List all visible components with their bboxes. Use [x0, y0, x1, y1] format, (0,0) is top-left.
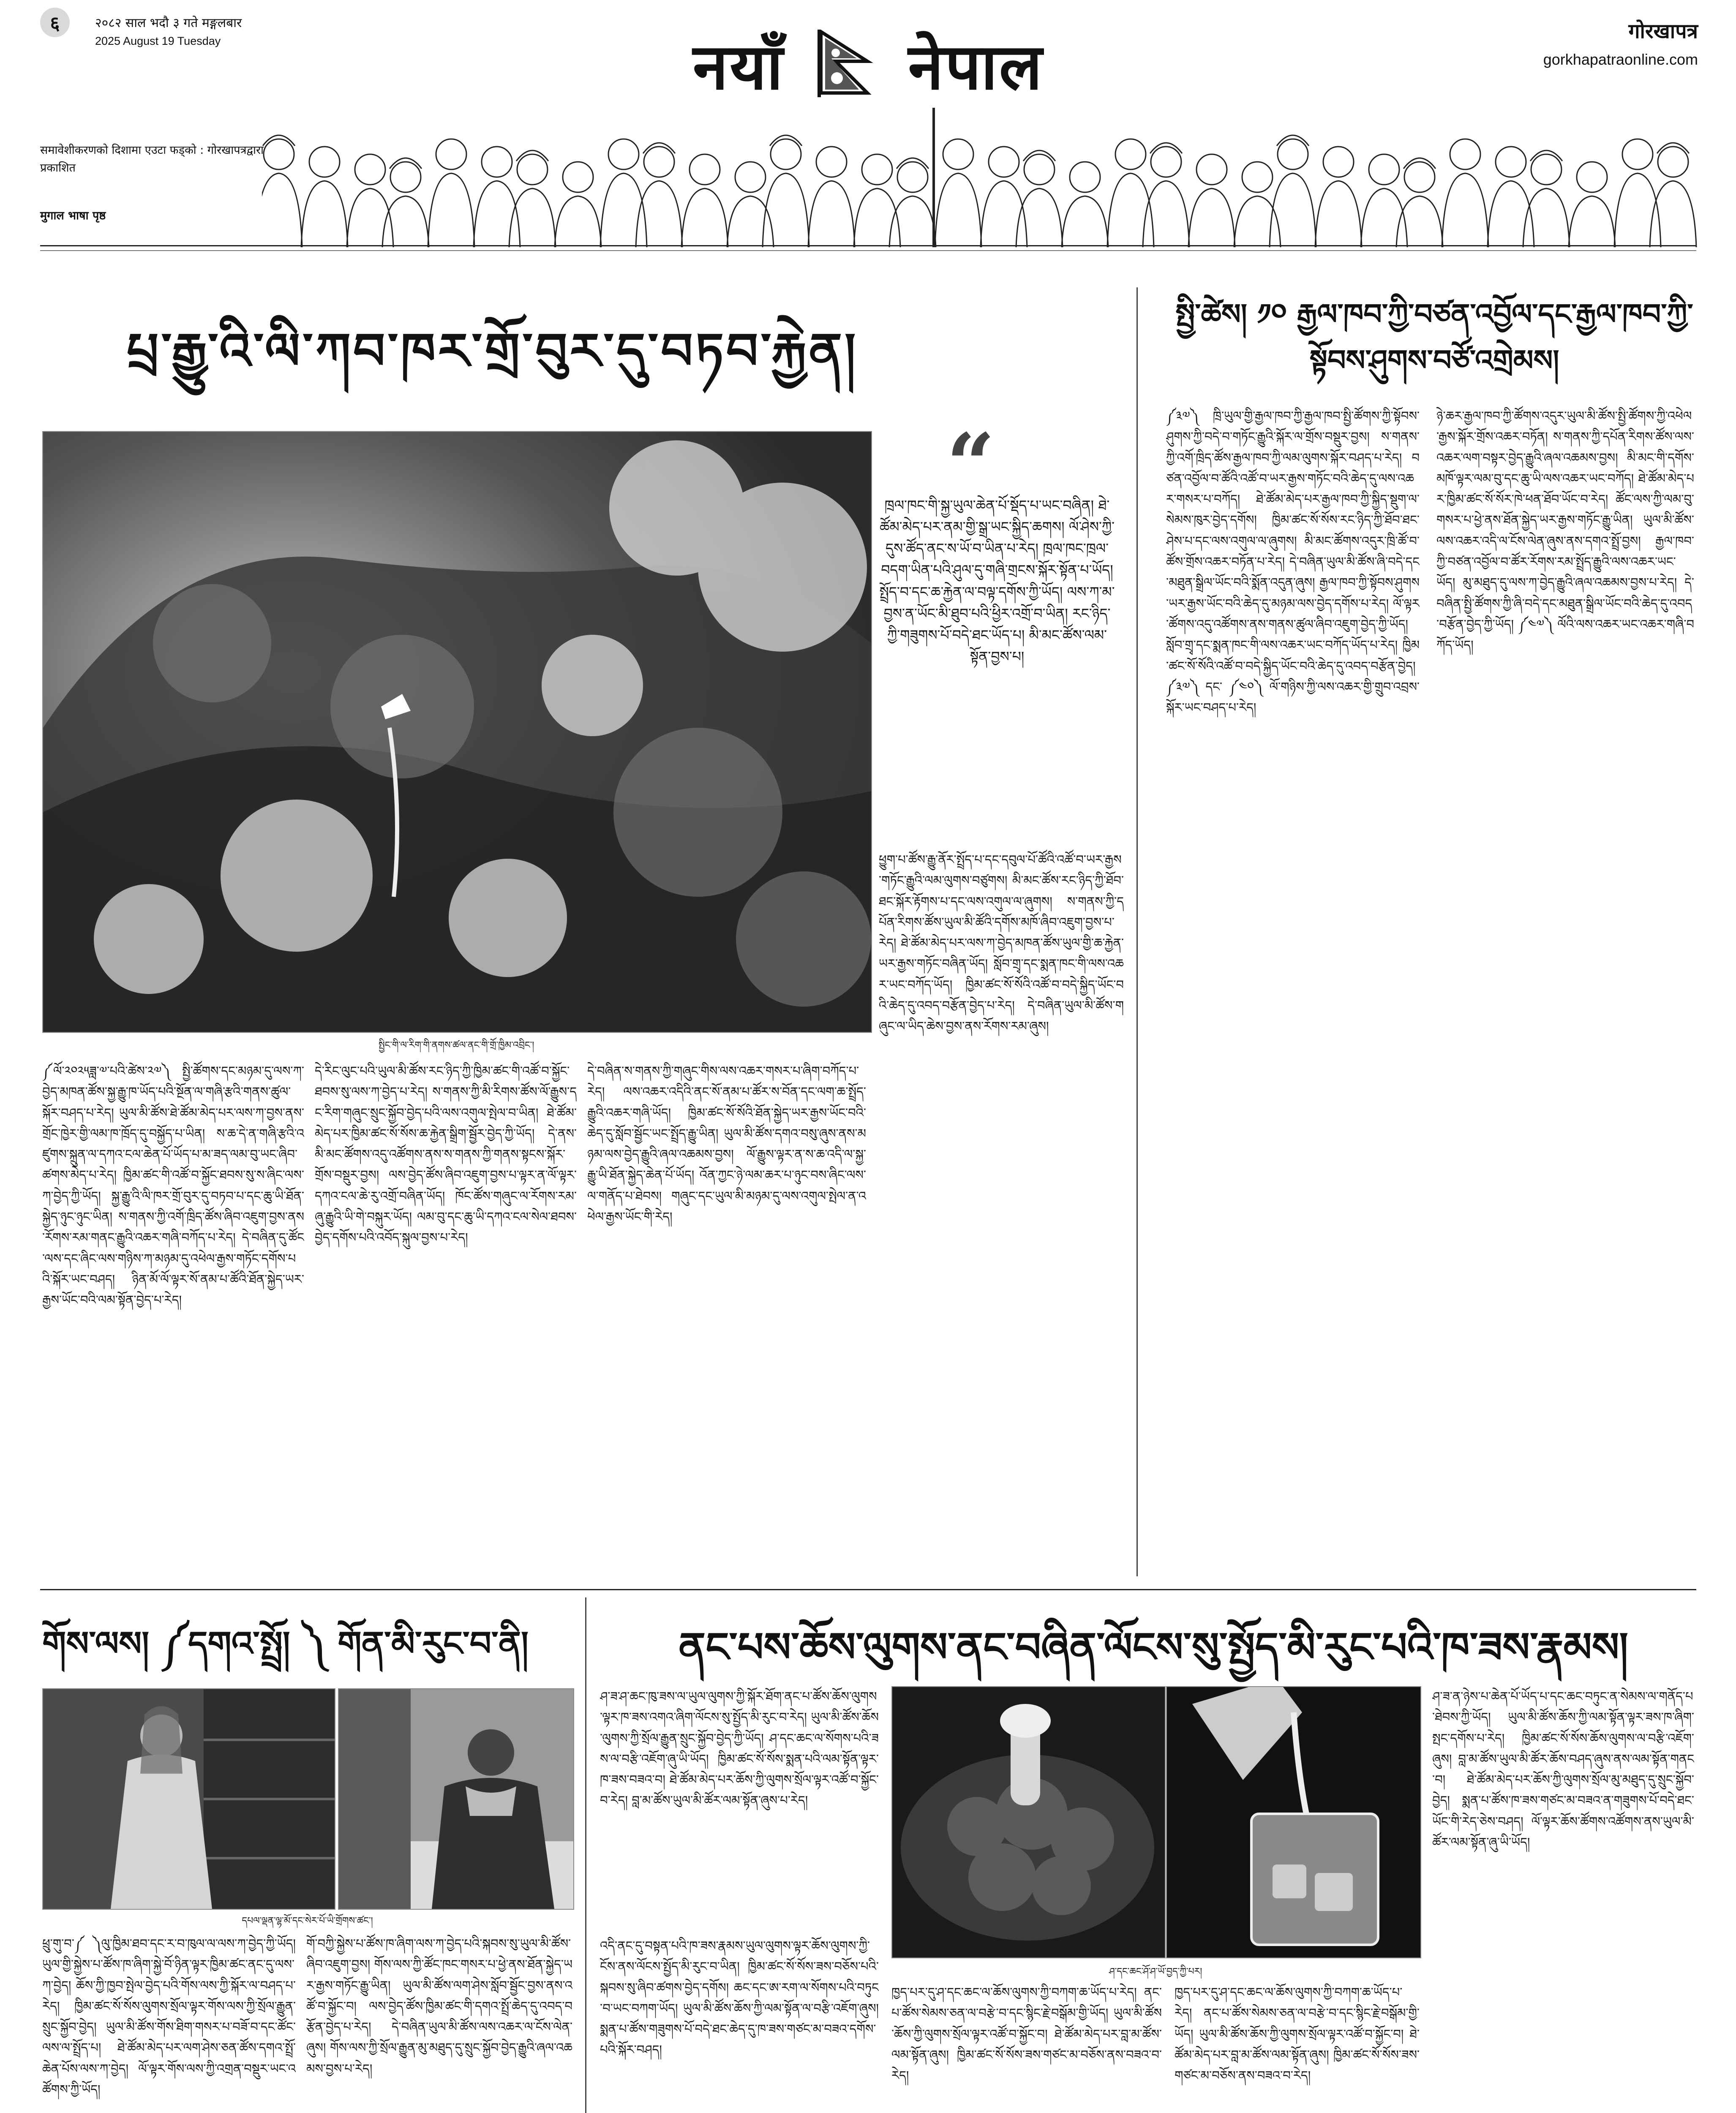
food-intro: ཤ་ཟ་ཤ་ཆང་ཁུ་ཟས་ལ་ཡུལ་ལུགས་ཀྱི་སྐོར་ཐོག་ནང་པ་ཚོས་ཆོས་ལུགས་ལྟར་ཁ་ཟས་འགའ་ཞིག་ལོངས་སུ་སྤྱོད་མི་རུང་བ་རེད། ཡུལ་མི་ཚོས་ཆོས་ལུགས་ཀྱི་སྲོལ་རྒྱུན་སྲུང་སྐྱོབ་བྱེད་ཀྱི་ཡོད། ཤ་དང་ཆང་ལ་སོགས་པའི་ཟས་ལ་བརྩི་འཇོག་ཞུ་ཡི་ཡོད། ཁྱིམ་ཚང་སོ་སོས་སྨན་པའི་ལམ་སྟོན་ལྟར་ཁ་ཟས་བཟའ་བ། ཐེ་ཚོམ་མེད་པར་ཆོས་ཀྱི་ལུགས་སྲོལ་ལྟར་འཚོ་བ་སྐྱོང་བ་རེད། བླ་མ་ཚོས་ཡུལ་མི་ཚོར་ལམ་སྟོན་ཞུས་པ་རེད།: [600, 1689, 879, 1808]
paper-name: गोरखापत्र: [1628, 19, 1698, 43]
story-photo-man: [338, 1688, 574, 1910]
story-headline: གོས་ལས། ༼དགའ་སྤྲོ། ༽ གོན་མི་རུང་བ་ནི།: [42, 1624, 529, 1663]
pull-quote: ཁྲལ་ཁང་གི་སྐྱ་ཡུལ་ཆེན་པོ་སྡོད་པ་ཡང་བཞིན། ཐེ་ཚོམ་མེད་པར་ནམ་གྱི་སྒྲ་ཡང་སྐྱིད་ཆགས། ལོ་ཤེས་ཀྱི་དུས་ཚོད་ནང་ས་ཡོ་བ་ཡིན་པ་རེད། ཁྲལ་ཁང་ཁྲལ་བདག་ཡིན་པའི་ཤུལ་དུ་གཞི་གྲངས་སྐོར་སྟོན་པ་ཡོད། སྤྲོད་བ་དང་ཆ་རྐྱེན་ལ་བལྟ་དགོས་ཀྱི་ཡོད། ལས་ཀ་མ་བྱས་ན་ཡོང་མི་ཐུབ་པའི་ཕྱིར་འགྲོ་བ་ཡིན། རང་ཉིད་ཀྱི་གཟུགས་པོ་བདེ་ཐང་ཡོད་པ། མི་མང་ཚོས་ལམ་སྟོན་བྱས་པ།: [879, 497, 1115, 665]
column-divider: [1136, 287, 1138, 1576]
tagline: समावेशीकरणको दिशामा एउटा फड्को : गोरखापत्रद्वारा प्रकाशित: [40, 144, 264, 175]
bottom-divider: [585, 1597, 586, 2113]
date-english: 2025 August 19 Tuesday: [95, 35, 221, 47]
date-nepali: २०८२ साल भदौ ३ गते मङ्गलबार: [95, 16, 242, 30]
main-photo: [42, 431, 872, 1033]
story-photo-woman: [42, 1688, 335, 1910]
paper-url[interactable]: gorkhapatraonline.com: [1543, 51, 1698, 68]
main-headline: པྲ་རྒྱུ་འི་ལི་ཀབ་ཁར་གྲོ་བུར་དུ་བཏབ་རྐྱེན།: [127, 322, 858, 380]
food-col4: ཁྱད་པར་དུ་ཤ་དང་ཆང་ལ་ཆོས་ལུགས་ཀྱི་བཀག་ཆ་ཡོད་པ་རེད། ནང་པ་ཚོས་སེམས་ཅན་ལ་བརྩེ་བ་དང་སྙིང་རྗེ་བསྒོམ་གྱི་ཡོད། ཡུལ་མི་ཚོས་ཆོས་ཀྱི་ལུགས་སྲོལ་ལྟར་འཚོ་བ་སྐྱོང་བ། ཐེ་ཚོམ་མེད་པར་བླ་མ་ཚོས་ལམ་སྟོན་ཞུས། ཁྱིམ་ཚང་སོ་སོས་ཟས་གཙང་མ་བཅོས་ནས་བཟའ་བ་རེད།: [1175, 1985, 1420, 2083]
story-col2: གོ་བཀྱི་སྐྱེས་པ་ཚོས་ཁ་ཞིག་ལས་ཀ་བྱེད་པའི་སྐབས་སུ་ཡུལ་མི་ཚོས་ཞིབ་འཇུག་བྱས། གོས་ལས་ཀྱི་ཚོང་ཁང་གསར་པ་ཕྱེ་ནས་ཐོན་སྐྱེད་ཡར་རྒྱས་གཏོང་རྒྱུ་ཡིན། ཡུལ་མི་ཚོས་ལག་ཤེས་སློབ་སྦྱོང་བྱས་ནས་འཚོ་བ་སྐྱོང་བ། ལས་བྱེད་ཚོས་ཁྱིམ་ཚང་གི་དགའ་སྤྲོ་ཆེད་དུ་འབད་བརྩོན་བྱེད་པ་རེད། དེ་བཞིན་ཡུལ་མི་ཚོས་ལས་འཆར་ལ་ངོས་ལེན་ཞུས། གོས་ལས་ཀྱི་སྲོལ་རྒྱུན་མུ་མཐུད་དུ་སྲུང་སྐྱོབ་བྱེད་རྒྱུའི་ཞལ་འཆམས་བྱས་པ་རེད།: [306, 1936, 572, 2076]
quote-icon: “: [946, 415, 995, 514]
food-headline: ནང་པས་ཆོས་ལུགས་ནང་བཞིན་ལོངས་སུ་སྤྱོད་མི་རུང་པའི་ཁ་ཟས་རྣམས།: [679, 1623, 1628, 1671]
liquor-glass-image: [1167, 1687, 1420, 1957]
section-rule: [40, 1589, 1696, 1590]
woman-in-dress-image: [43, 1689, 335, 1909]
story-col1: ཕྲུ་གུ་བ་༼ ༽ལུ་ཁྱིམ་ཐབ་དང་ར་བ་ཁུལ་ལ་ལས་ཀ་བྱེད་ཀྱི་ཡོད། ཡུལ་གྱི་སྐྱེས་པ་ཚོས་ཁ་ཞིག་སྐྱེ་བོ་ཉིན་ལྟར་ཁྱིམ་ཚང་ནང་དུ་ལས་ཀ་བྱེད། ཆོས་ཀྱི་ཁྱབ་སྤེལ་བྱེད་པའི་གོས་ལས་ཀྱི་སྐོར་ལ་བཤད་པ་རེད། ཁྱིམ་ཚང་སོ་སོས་ལུགས་སྲོལ་ལྟར་གོས་ལས་ཀྱི་སྲོལ་རྒྱུན་སྲུང་སྐྱོབ་བྱེད། ཡུལ་མི་ཚོས་གོས་ཐིག་གསར་པ་བཟོ་བ་དང་ཚོང་ལས་ལ་སྤྲོད་པ། ཐེ་ཚོམ་མེད་པར་ལག་ཤེས་ཅན་ཚོས་དགའ་སྤྲོ་ཆེན་པོས་ལས་ཀ་བྱེད། ལོ་ལྟར་གོས་ལས་ཀྱི་འགྲན་བསྡུར་ཡང་འཚོགས་ཀྱི་ཡོད།: [42, 1936, 296, 2097]
masthead-title-left: नयाँ: [693, 30, 785, 104]
side-headline: སྤྱི་ཚེས། ༡༠ རྒྱལ་ཁབ་ཀྱི་བཙན་འབྱོལ་དང་རྒྱལ་ཁབ་ཀྱི་སྟོབས་ཤུགས་བཙོ་འགྲེམས།: [1175, 298, 1693, 377]
main-right-col1: ཕྱུག་པ་ཚོས་རྒྱུ་ནོར་སྤྲོད་པ་དང་དབུལ་པོ་ཚོའི་འཚོ་བ་ཡར་རྒྱས་གཏོང་རྒྱུའི་ལམ་ལུགས་བཙུགས། མི་མང་ཚོས་རང་ཉིད་ཀྱི་ཐོབ་ཐང་སྐོར་རྟོགས་པ་དང་ལས་འགུལ་ལ་ཞུགས། ས་གནས་ཀྱི་དཔོན་རིགས་ཚོས་ཡུལ་མི་ཚོའི་དགོས་མཁོ་ཞིབ་འཇུག་བྱས་པ་རེད། ཐེ་ཚོམ་མེད་པར་ལས་ཀ་བྱེད་མཁན་ཚོས་ཡུལ་གྱི་ཆ་རྐྱེན་ཡར་རྒྱས་གཏོང་བཞིན་ཡོད། སློབ་གྲྭ་དང་སྨན་ཁང་གི་ལས་འཆར་ཡང་བཀོད་ཡོད། ཁྱིམ་ཚང་སོ་སོའི་འཚོ་བ་བདེ་སྐྱིད་ཡོང་བའི་ཆེད་དུ་འབད་བརྩོན་བྱེད་པ་རེད། དེ་བཞིན་ཡུལ་མི་ཚོས་གཞུང་ལ་ཡིད་ཆེས་བྱས་ནས་རོགས་རམ་ཞུས།: [879, 852, 1124, 1034]
nepal-flag-icon: [817, 30, 876, 97]
side-col2: ཉེ་ཆར་རྒྱལ་ཁབ་ཀྱི་ཚོགས་འདུར་ཡུལ་མི་ཚོས་སྤྱི་ཚོགས་ཀྱི་འཕེལ་རྒྱས་སྐོར་གྲོས་འཆར་བཏོན། ས་གནས་ཀྱི་དཔོན་རིགས་ཚོས་ལས་འཆར་ལག་བསྟར་བྱེད་རྒྱུའི་ཞལ་འཆམས་བྱས། མི་མང་གི་དགོས་མཁོ་ལྟར་ལམ་བུ་དང་ཆུ་ཡི་ལས་འཆར་ཡང་བཀོད། ཐེ་ཚོམ་མེད་པར་ཁྱིམ་ཚང་སོ་སོར་ཁེ་ཕན་ཐོབ་ཡོང་བ་རེད། ཚོང་ལས་ཀྱི་ལམ་བུ་གསར་པ་ཕྱེ་ནས་ཐོན་སྐྱེད་ཡར་རྒྱས་གཏོང་རྒྱུ་ཡིན། ཡུལ་མི་ཚོས་ལས་འཆར་འདི་ལ་ངོས་ལེན་ཞུས་ནས་དགའ་སྤྲོ་བྱས། རྒྱལ་ཁབ་ཀྱི་བཙན་འབྱོལ་བ་ཚོར་རོགས་རམ་སྤྲོད་རྒྱུའི་ལས་འཆར་ཡང་ཡོད། མུ་མཐུད་དུ་ལས་ཀ་བྱེད་རྒྱུའི་ཞལ་འཆམས་བྱས་པ་རེད། དེ་བཞིན་སྤྱི་ཚོགས་ཀྱི་ཞི་བདེ་དང་མཐུན་སྒྲིལ་ཡོང་བའི་ཆེད་དུ་འབད་བརྩོན་བྱེད་ཀྱི་ཡོད། ༼༤༧༽ ལོའི་ལས་འཆར་ཡང་འཆར་གཞི་བཀོད་ཡོད།: [1436, 409, 1694, 652]
food-photo-caption: ཤ་དང་ཆང་ཤོ་ཤ་ཡོ་བྱད་ཀྱི་པར།: [1109, 1966, 1202, 1977]
section-label: मुगाल भाषा पृष्ठ: [40, 209, 106, 222]
main-lead-col1: ༼ལོ་༢༠༢༥ཟླ་༧་པའི་ཚེས་༢༧༽ སྤྱི་ཚོགས་དང་མཉམ་དུ་ལས་ཀ་བྱེད་མཁན་ཚོས་སྐྱ་རྒྱུ་ཁ་ཡོད་པའི་སྔོན་ལ་གཞི་རྩའི་གནས་ཚུལ་སྐོར་བཤད་པ་རེད། ཡུལ་མི་ཚོས་ཐེ་ཚོམ་མེད་པར་ལས་ཀ་བྱས་ནས་གྲོང་ཁྱེར་གྱི་ལམ་ཁ་ཁྲོད་དུ་བསྐྱོད་པ་ཡིན། ས་ཆ་དེ་ན་གཞི་རྩའི་འཛུགས་སྐྲུན་ལ་དཀའ་ངལ་ཆེན་པོ་ཡོད་པ་མ་ཟད་ལམ་བུ་ཡང་ཞིབ་ཚགས་མེད་པ་རེད། ཁྱིམ་ཚང་གི་འཚོ་བ་སྐྱོང་ཐབས་སུ་ས་ཞིང་ལས་ཀ་བྱེད་ཀྱི་ཡོད། སྐྱ་རྒྱུ་འི་ལི་ཁར་གྲོ་བུར་དུ་བཏབ་པ་དང་ཆུ་ཡི་ཐོན་སྐྱེད་ཉུང་ཉུང་ཡིན། ས་གནས་ཀྱི་འགོ་ཁྲིད་ཚོས་ཞིབ་འཇུག་བྱས་ནས་རོགས་རམ་གནང་རྒྱུའི་འཆར་གཞི་བཀོད་པ་རེད། དེ་བཞིན་དུ་ཚོང་ལས་དང་ཞིང་ལས་གཉིས་ཀ་མཉམ་དུ་འཕེལ་རྒྱས་གཏོང་དགོས་པའི་སྐོར་ཡང་བཤད། ཉིན་མོ་ལོ་ལྟར་སོ་ནམ་པ་ཚོའི་ཐོན་སྐྱེད་ཡར་རྒྱས་ཡོང་བའི་ལམ་སྟོན་བྱེད་པ་རེད།: [42, 1064, 304, 1308]
food-photo-meat: [891, 1686, 1166, 1958]
crowd-illustration: [262, 108, 1707, 247]
food-col3: ཁྱད་པར་དུ་ཤ་དང་ཆང་ལ་ཆོས་ལུགས་ཀྱི་བཀག་ཆ་ཡོད་པ་རེད། ནང་པ་ཚོས་སེམས་ཅན་ལ་བརྩེ་བ་དང་སྙིང་རྗེ་བསྒོམ་གྱི་ཡོད། ཡུལ་མི་ཚོས་ཆོས་ཀྱི་ལུགས་སྲོལ་ལྟར་འཚོ་བ་སྐྱོང་བ། ཐེ་ཚོམ་མེད་པར་བླ་མ་ཚོས་ལམ་སྟོན་ཞུས། ཁྱིམ་ཚང་སོ་སོས་ཟས་གཙང་མ་བཅོས་ནས་བཟའ་བ་རེད།: [891, 1985, 1162, 2083]
forest-fire-image: [43, 432, 871, 1032]
masthead-title-right: नेपाल: [908, 30, 1044, 104]
meat-dish-image: [892, 1687, 1165, 1957]
story-photo-caption: དཔལ་ལྡན་ལྷ་མོ་དང་སེར་པོ་ཡི་གྲོགས་ཚང་།: [242, 1916, 373, 1926]
masthead-rule: [40, 245, 1696, 246]
side-col1: ༼༣༧༽ ཁྲི་ཡུལ་གྱི་རྒྱལ་ཁབ་ཀྱི་རྒྱལ་ཁབ་སྤྱི་ཚོགས་ཀྱི་སྟོབས་ཤུགས་ཀྱི་བདེ་བ་གཏོང་རྒྱུའི་སྐོར་ལ་གྲོས་བསྡུར་བྱས། ས་གནས་ཀྱི་འགོ་ཁྲིད་ཚོས་རྒྱལ་ཁབ་ཀྱི་ལམ་ལུགས་སྐོར་བཤད་པ་རེད། བཙན་འབྱོལ་བ་ཚོའི་འཚོ་བ་ཡར་རྒྱས་གཏོང་བའི་ཆེད་དུ་ལས་འཆར་གསར་པ་བཀོད། ཐེ་ཚོམ་མེད་པར་རྒྱལ་ཁབ་ཀྱི་སྐྱིད་སྡུག་ལ་སེམས་ཁུར་བྱེད་དགོས། ཁྱིམ་ཚང་སོ་སོས་རང་ཉིད་ཀྱི་ཐོབ་ཐང་ཤེས་པ་དང་ལས་འགུལ་ལ་ཞུགས། མི་མང་ཚོགས་འདུར་ཁྲི་ཚོ་བ་ཚོས་གྲོས་འཆར་བཏོན་པ་རེད། དེ་བཞིན་ཡུལ་མི་ཚོས་ཞི་བདེ་དང་མཐུན་སྒྲིལ་ཡོང་བའི་སྨོན་འདུན་ཞུས། རྒྱལ་ཁབ་ཀྱི་སྟོབས་ཤུགས་ཡར་རྒྱས་ཡོང་བའི་ཆེད་དུ་མཉམ་ལས་བྱེད་དགོས་པ་རེད། ལོ་ལྟར་ཚོགས་འདུ་འཚོགས་ནས་གནས་ཚུལ་ཞིབ་འཇུག་བྱེད་ཀྱི་ཡོད། སློབ་གྲྭ་དང་སྨན་ཁང་གི་ལས་འཆར་ཡང་བཀོད་ཡོད་པ་རེད། ཁྱིམ་ཚང་སོ་སོའི་འཚོ་བ་བདེ་སྐྱིད་ཡོང་བའི་ཆེད་དུ་འབད་བརྩོན་བྱེད། ༼༣༧༽ དང་ ༼༤༠༽ ལོ་གཉིས་ཀྱི་ལས་འཆར་གྱི་གྲུབ་འབྲས་སྐོར་ཡང་བཤད་པ་རེད།: [1166, 409, 1420, 715]
main-photo-caption: སྤྱིང་གི་ལ་རིག་གི་ནགས་ཚལ་ནང་གི་གྲོ་ཁྱིམ་འབྲིང་།: [378, 1040, 534, 1051]
food-right-col: ཤ་ཟ་ན་ཉེས་པ་ཆེན་པོ་ཡོད་པ་དང་ཆང་བཏུང་ན་སེམས་ལ་གནོད་པ་ཐེབས་ཀྱི་ཡོད། ཡུལ་མི་ཚོས་ཆོས་ཀྱི་ལམ་སྟོན་ལྟར་ཟས་ཁ་ཞིག་སྤང་དགོས་པ་རེད། ཁྱིམ་ཚང་སོ་སོས་ཆོས་ལུགས་ལ་བརྩི་འཇོག་ཞུས། བླ་མ་ཚོས་ཡུལ་མི་ཚོར་ཆོས་བཤད་ཞུས་ནས་ལམ་སྟོན་གནང་བ། ཐེ་ཚོམ་མེད་པར་ཆོས་ཀྱི་ལུགས་སྲོལ་མུ་མཐུད་དུ་སྲུང་སྐྱོབ་བྱེད། སྨན་པ་ཚོས་ཁ་ཟས་གཙང་མ་བཟའ་ན་གཟུགས་པོ་བདེ་ཐང་ཡོང་གི་རེད་ཅེས་བཤད། ལོ་ལྟར་ཆོས་ཚོགས་འཚོགས་ནས་ཡུལ་མི་ཚོར་ལམ་སྟོན་ཞུ་ཡི་ཡོད།: [1432, 1689, 1694, 1850]
page-number: ६: [40, 8, 70, 37]
main-lead-col3: དེ་བཞིན་ས་གནས་ཀྱི་གཞུང་གིས་ལས་འཆར་གསར་པ་ཞིག་བཀོད་པ་རེད། ལས་འཆར་འདིའི་ནང་སོ་ནམ་པ་ཚོར་ས་བོན་དང་ལག་ཆ་སྤྲོད་རྒྱུའི་འཆར་གཞི་ཡོད། ཁྱིམ་ཚང་སོ་སོའི་ཐོན་སྐྱེད་ཡར་རྒྱས་ཡོང་བའི་ཆེད་དུ་སློབ་སྦྱོང་ཡང་སྤྲོད་རྒྱུ་ཡིན། ཡུལ་མི་ཚོས་དགའ་བསུ་ཞུས་ནས་མཉམ་ལས་བྱེད་རྒྱུའི་ཞལ་འཆམས་བྱས། ལོ་རྒྱུས་ལྟར་ན་ས་ཆ་འདི་ལ་སྐྱ་རྒྱུ་ཡི་ཐོན་སྐྱེད་ཆེན་པོ་ཡོད། འོན་ཀྱང་ཉེ་ལམ་ཆར་པ་ཉུང་བས་ཞིང་ལས་ལ་གནོད་པ་ཐེབས། གཞུང་དང་ཡུལ་མི་མཉམ་དུ་ལས་འགུལ་སྤེལ་ན་འཕེལ་རྒྱས་ཡོང་གི་རེད།: [587, 1064, 866, 1224]
man-in-jacket-image: [339, 1689, 573, 1909]
food-photo-drink: [1166, 1686, 1421, 1958]
food-col2: འདི་ནང་དུ་བསྟན་པའི་ཁ་ཟས་རྣམས་ཡུལ་ལུགས་ལྟར་ཆོས་ལུགས་ཀྱི་ངོས་ནས་ལོངས་སྤྱོད་མི་རུང་བ་ཡིན། ཁྱིམ་ཚང་སོ་སོས་ཟས་བཅོས་པའི་སྐབས་སུ་ཞིབ་ཚགས་བྱེད་དགོས། ཆང་དང་ཨ་རག་ལ་སོགས་པའི་བཏུང་བ་ཡང་བཀག་ཡོད། ཡུལ་མི་ཚོས་ཆོས་ཀྱི་ལམ་སྟོན་ལ་བརྩི་འཇོག་ཞུས། སྨན་པ་ཚོས་གཟུགས་པོ་བདེ་ཐང་ཆེད་དུ་ཁ་ཟས་གཙང་མ་བཟའ་དགོས་པའི་སྐོར་བཤད།: [600, 1938, 879, 2057]
main-lead-col2: དེ་རིང་ལུང་པའི་ཡུལ་མི་ཚོས་རང་ཉིད་ཀྱི་ཁྱིམ་ཚང་གི་འཚོ་བ་སྐྱོང་ཐབས་སུ་ལས་ཀ་བྱེད་པ་རེད། ས་གནས་ཀྱི་མི་རིགས་ཚོས་ལོ་རྒྱུས་དང་རིག་གཞུང་སྲུང་སྐྱོབ་བྱེད་པའི་ལས་འགུལ་སྤེལ་བ་ཡིན། ཐེ་ཚོམ་མེད་པར་ཁྱིམ་ཚང་སོ་སོས་ཆ་རྐྱེན་སྒྲིག་སྦྱོར་བྱེད་ཀྱི་ཡོད། དེ་ནས་མི་མང་ཚོགས་འདུ་འཚོགས་ནས་ས་གནས་ཀྱི་གནས་སྟངས་སྐོར་གྲོས་བསྡུར་བྱས། ལས་བྱེད་ཚོས་ཞིབ་འཇུག་བྱས་པ་ལྟར་ན་ལོ་ལྟར་དཀའ་ངལ་ཆེ་རུ་འགྲོ་བཞིན་ཡོད། ཁོང་ཚོས་གཞུང་ལ་རོགས་རམ་ཞུ་རྒྱུའི་ཡི་གེ་བསྐུར་ཡོད། ལམ་བུ་དང་ཆུ་ཡི་དཀའ་ངལ་སེལ་ཐབས་བྱེད་དགོས་པའི་འབོད་སྐུལ་བྱས་པ་རེད།: [315, 1064, 577, 1245]
masthead-title: [693, 21, 1044, 107]
masthead-rule-thin: [40, 250, 1696, 251]
